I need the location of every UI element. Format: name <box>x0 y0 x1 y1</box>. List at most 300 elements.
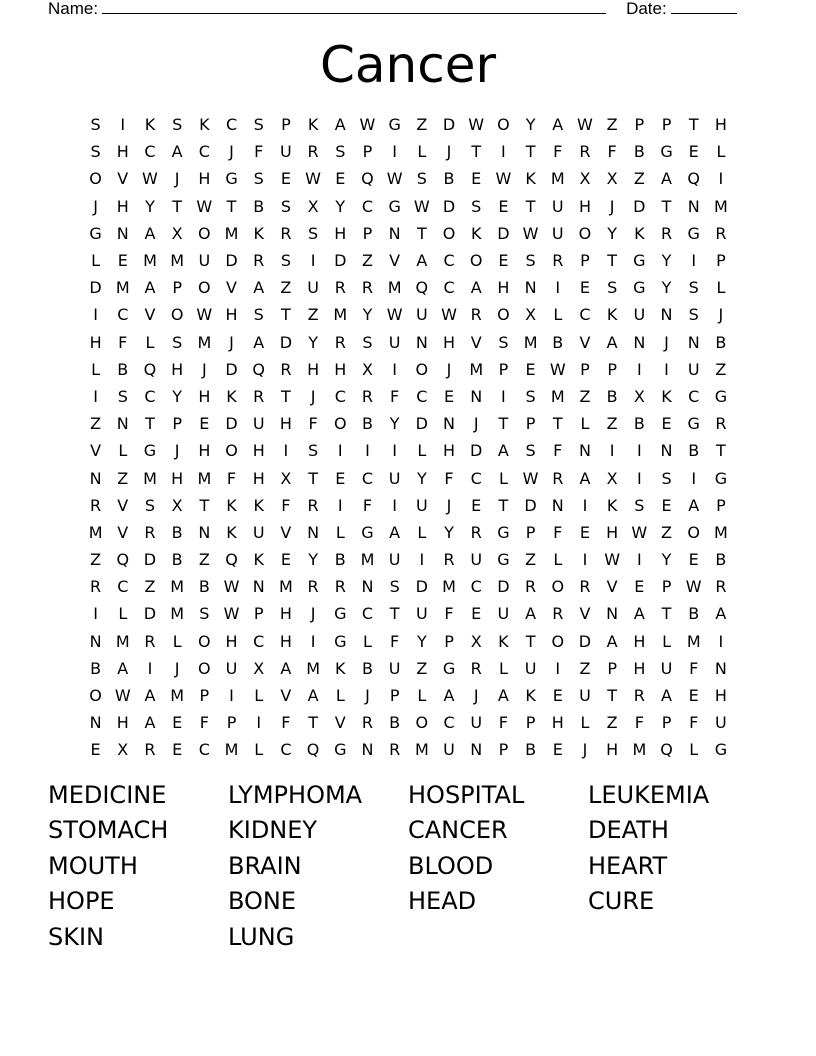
grid-letter: K <box>144 115 156 135</box>
grid-letter: G <box>497 550 510 570</box>
grid-letter: P <box>661 115 672 135</box>
grid-letter: M <box>224 740 239 760</box>
grid-letter: N <box>415 332 428 352</box>
grid-letter: C <box>280 740 292 760</box>
grid-letter: U <box>280 142 292 162</box>
grid-letter: S <box>498 332 509 352</box>
grid-letter: L <box>118 441 128 461</box>
grid-letter: F <box>254 142 264 162</box>
grid-letter: M <box>197 468 212 488</box>
grid-letter: I <box>283 441 289 461</box>
grid-letter: R <box>361 278 374 298</box>
grid-letter: N <box>470 386 483 406</box>
grid-letter: N <box>116 414 129 434</box>
grid-letter: S <box>688 278 699 298</box>
grid-letter: O <box>551 577 565 597</box>
grid-letter: Z <box>606 713 618 733</box>
grid-letter: O <box>442 223 456 243</box>
grid-letter: A <box>334 115 346 135</box>
grid-letter: M <box>550 386 565 406</box>
grid-letter: I <box>229 686 234 706</box>
grid-letter: M <box>115 278 130 298</box>
grid-letter: Z <box>307 305 319 325</box>
grid-letter: I <box>636 550 642 570</box>
grid-letter: I <box>555 658 561 678</box>
grid-letter: R <box>280 359 292 379</box>
grid-letter: R <box>334 332 346 352</box>
grid-letter: I <box>718 631 724 651</box>
grid-letter: U <box>443 740 455 760</box>
grid-letter: S <box>308 223 319 243</box>
grid-letter: B <box>389 713 401 733</box>
grid-letter: L <box>417 522 427 542</box>
grid-letter: A <box>470 278 482 298</box>
grid-letter: W <box>468 115 485 135</box>
grid-letter: R <box>253 251 265 271</box>
grid-letter: H <box>279 604 292 624</box>
grid-letter: X <box>470 631 482 651</box>
grid-letter: V <box>280 686 292 706</box>
grid-letter: Q <box>252 359 266 379</box>
grid-letter: K <box>253 223 264 243</box>
grid-letter: A <box>715 604 727 624</box>
grid-letter: D <box>225 414 238 434</box>
grid-letter: N <box>687 332 700 352</box>
grid-letter: J <box>229 332 234 352</box>
grid-letter: I <box>555 278 561 298</box>
grid-letter: D <box>442 115 456 135</box>
grid-letter: T <box>552 414 563 434</box>
word-list-item: CANCER <box>408 816 508 845</box>
grid-letter: Q <box>361 169 374 189</box>
grid-letter: R <box>579 142 591 162</box>
grid-letter: E <box>471 604 482 624</box>
grid-letter: H <box>252 441 265 461</box>
grid-letter: L <box>145 332 155 352</box>
grid-letter: S <box>172 332 183 352</box>
name-blank-line[interactable] <box>102 0 606 14</box>
grid-letter: U <box>252 414 265 434</box>
grid-letter: S <box>389 577 400 597</box>
grid-letter: I <box>337 441 343 461</box>
grid-letter: S <box>607 278 618 298</box>
grid-letter: Z <box>661 522 673 542</box>
grid-letter: L <box>335 522 345 542</box>
grid-letter: O <box>469 251 483 271</box>
grid-letter: N <box>89 631 102 651</box>
grid-letter: B <box>552 332 564 352</box>
grid-letter: C <box>443 278 455 298</box>
grid-letter: K <box>335 658 346 678</box>
grid-letter: T <box>661 604 672 624</box>
grid-letter: V <box>117 495 129 515</box>
grid-letter: P <box>716 251 726 271</box>
grid-letter: R <box>715 414 727 434</box>
grid-letter: C <box>579 305 591 325</box>
grid-letter: S <box>362 332 373 352</box>
grid-letter: V <box>470 332 482 352</box>
grid-letter: S <box>253 115 264 135</box>
grid-letter: I <box>93 305 98 325</box>
grid-letter: N <box>388 223 401 243</box>
grid-letter: W <box>441 305 457 325</box>
grid-letter: C <box>470 468 482 488</box>
grid-letter: G <box>334 631 347 651</box>
grid-letter: A <box>253 278 265 298</box>
grid-letter: H <box>633 658 646 678</box>
grid-letter: Q <box>306 740 320 760</box>
grid-letter: I <box>718 169 724 189</box>
grid-letter: G <box>334 604 347 624</box>
grid-letter: X <box>117 740 129 760</box>
grid-letter: Y <box>444 522 454 542</box>
grid-letter: G <box>687 414 700 434</box>
grid-letter: R <box>144 740 156 760</box>
grid-letter: I <box>582 550 588 570</box>
grid-letter: S <box>661 468 672 488</box>
grid-letter: S <box>416 169 427 189</box>
grid-letter: H <box>116 196 129 216</box>
grid-letter: E <box>552 740 563 760</box>
grid-letter: O <box>198 278 211 298</box>
word-list-item: STOMACH <box>48 816 169 845</box>
grid-letter: W <box>631 522 648 542</box>
grid-letter: X <box>253 658 265 678</box>
grid-letter: N <box>660 305 673 325</box>
grid-letter: P <box>199 686 210 706</box>
grid-letter: H <box>714 115 727 135</box>
grid-letter: E <box>688 686 699 706</box>
grid-letter: M <box>279 577 293 597</box>
grid-letter: B <box>361 414 373 434</box>
grid-letter: P <box>253 604 264 624</box>
grid-letter: R <box>552 468 564 488</box>
grid-letter: P <box>389 686 400 706</box>
grid-letter: K <box>307 115 319 135</box>
grid-letter: A <box>171 142 183 162</box>
grid-letter: L <box>662 631 671 651</box>
grid-letter: E <box>688 550 699 570</box>
grid-letter: I <box>256 713 262 733</box>
grid-letter: Z <box>90 414 102 434</box>
grid-letter: C <box>688 386 700 406</box>
word-list-item: MOUTH <box>48 851 138 880</box>
date-blank-line[interactable] <box>671 0 737 14</box>
grid-letter: T <box>498 495 509 515</box>
grid-letter: A <box>144 713 156 733</box>
grid-letter: F <box>444 604 454 624</box>
grid-letter: T <box>172 196 183 216</box>
grid-letter: R <box>715 223 727 243</box>
word-list-item: BONE <box>228 887 297 916</box>
grid-letter: A <box>552 115 564 135</box>
grid-letter: G <box>442 658 456 678</box>
grid-letter: H <box>198 169 211 189</box>
grid-letter: P <box>444 631 454 651</box>
grid-letter: C <box>443 713 455 733</box>
grid-letter: O <box>89 169 102 189</box>
grid-letter: A <box>144 223 156 243</box>
word-list-item: MEDICINE <box>48 780 167 809</box>
grid-letter: P <box>525 522 536 542</box>
grid-letter: U <box>497 604 510 624</box>
grid-letter: A <box>688 495 700 515</box>
grid-letter: W <box>223 604 240 624</box>
grid-letter: M <box>523 332 538 352</box>
grid-letter: L <box>417 441 427 461</box>
grid-letter: U <box>388 550 401 570</box>
grid-letter: N <box>687 196 700 216</box>
grid-letter: K <box>470 223 482 243</box>
grid-letter: W <box>305 169 321 189</box>
grid-letter: E <box>172 713 183 733</box>
grid-letter: K <box>253 495 264 515</box>
grid-letter: D <box>470 441 483 461</box>
grid-letter: J <box>582 740 588 760</box>
grid-letter: R <box>90 495 102 515</box>
grid-letter: P <box>525 713 536 733</box>
grid-letter: P <box>661 713 672 733</box>
grid-letter: H <box>334 223 347 243</box>
grid-letter: A <box>497 686 509 706</box>
grid-letter: M <box>88 522 103 542</box>
grid-letter: P <box>607 359 617 379</box>
grid-letter: E <box>172 740 183 760</box>
grid-letter: B <box>90 658 102 678</box>
grid-letter: W <box>359 115 376 135</box>
grid-letter: U <box>388 332 401 352</box>
grid-letter: Z <box>606 115 618 135</box>
grid-letter: C <box>253 631 265 651</box>
grid-letter: K <box>525 686 536 706</box>
grid-letter: O <box>551 631 565 651</box>
date-label: Date: <box>626 0 667 18</box>
grid-letter: Q <box>415 278 429 298</box>
grid-letter: O <box>198 631 211 651</box>
grid-letter: R <box>389 740 401 760</box>
grid-letter: X <box>606 468 618 488</box>
grid-letter: H <box>606 522 619 542</box>
grid-letter: W <box>142 169 158 189</box>
grid-letter: E <box>498 251 509 271</box>
grid-letter: T <box>525 631 536 651</box>
grid-letter: B <box>443 169 455 189</box>
grid-letter: Z <box>715 359 727 379</box>
grid-letter: R <box>525 577 537 597</box>
grid-letter: M <box>143 251 157 271</box>
grid-letter: K <box>498 631 509 651</box>
grid-letter: I <box>310 251 316 271</box>
grid-letter: N <box>361 577 374 597</box>
word-list-item: HEART <box>588 851 668 880</box>
grid-letter: I <box>392 441 398 461</box>
grid-letter: S <box>280 196 291 216</box>
grid-letter: S <box>172 115 183 135</box>
grid-letter: G <box>497 522 510 542</box>
grid-letter: U <box>198 251 211 271</box>
grid-letter: T <box>416 223 427 243</box>
grid-letter: F <box>281 713 291 733</box>
grid-letter: C <box>117 305 129 325</box>
grid-letter: Y <box>335 196 346 216</box>
grid-letter: M <box>333 305 348 325</box>
grid-letter: Z <box>633 169 645 189</box>
grid-letter: U <box>715 713 727 733</box>
grid-letter: Y <box>525 115 536 135</box>
grid-letter: H <box>225 631 238 651</box>
grid-letter: H <box>171 468 184 488</box>
grid-letter: E <box>552 686 563 706</box>
grid-letter: S <box>308 441 319 461</box>
grid-letter: B <box>633 414 645 434</box>
grid-letter: O <box>578 223 592 243</box>
grid-letter: S <box>253 169 264 189</box>
grid-letter: A <box>579 468 591 488</box>
grid-letter: W <box>413 196 430 216</box>
grid-letter: L <box>172 631 182 651</box>
grid-letter: J <box>446 359 452 379</box>
word-list-item: LEUKEMIA <box>588 780 710 809</box>
grid-letter: P <box>634 115 645 135</box>
grid-letter: I <box>337 495 343 515</box>
grid-letter: T <box>716 441 726 461</box>
grid-letter: U <box>415 495 428 515</box>
grid-letter: U <box>579 686 591 706</box>
grid-letter: G <box>714 740 728 760</box>
grid-letter: L <box>498 468 508 488</box>
grid-letter: A <box>525 604 537 624</box>
grid-letter: X <box>633 386 645 406</box>
grid-letter: N <box>551 495 564 515</box>
grid-letter: U <box>524 658 537 678</box>
grid-letter: I <box>392 359 398 379</box>
grid-letter: J <box>201 359 207 379</box>
grid-letter: Y <box>661 251 672 271</box>
grid-letter: E <box>688 142 699 162</box>
grid-letter: G <box>89 223 102 243</box>
grid-letter: N <box>714 658 727 678</box>
grid-letter: N <box>307 522 320 542</box>
grid-letter: R <box>715 577 727 597</box>
grid-letter: W <box>522 468 539 488</box>
grid-letter: D <box>225 251 238 271</box>
grid-letter: W <box>522 223 539 243</box>
grid-letter: P <box>362 142 373 162</box>
grid-letter: R <box>470 658 482 678</box>
grid-letter: Z <box>416 115 428 135</box>
grid-letter: Z <box>579 658 591 678</box>
grid-letter: J <box>310 604 316 624</box>
grid-letter: C <box>416 386 428 406</box>
grid-letter: R <box>361 713 374 733</box>
header-fields <box>48 0 768 20</box>
grid-letter: V <box>334 713 346 733</box>
grid-letter: J <box>446 142 452 162</box>
grid-letter: A <box>661 169 672 189</box>
grid-letter: F <box>553 142 563 162</box>
grid-letter: J <box>473 686 479 706</box>
grid-letter: F <box>226 468 237 488</box>
grid-letter: X <box>171 223 183 243</box>
grid-letter: F <box>689 713 699 733</box>
grid-letter: K <box>606 495 618 515</box>
grid-letter: F <box>689 658 699 678</box>
grid-letter: M <box>170 577 185 597</box>
grid-letter: I <box>310 631 316 651</box>
grid-letter: Y <box>145 196 155 216</box>
grid-letter: K <box>606 305 618 325</box>
grid-letter: S <box>253 305 264 325</box>
grid-letter: S <box>90 115 101 135</box>
grid-letter: U <box>388 658 401 678</box>
grid-letter: B <box>253 196 265 216</box>
grid-letter: G <box>388 115 401 135</box>
grid-letter: F <box>390 386 400 406</box>
grid-letter: S <box>335 142 346 162</box>
grid-letter: J <box>609 196 615 216</box>
grid-letter: N <box>578 441 591 461</box>
grid-letter: A <box>497 441 509 461</box>
grid-letter: G <box>714 468 728 488</box>
grid-letter: T <box>145 414 155 434</box>
grid-letter: O <box>198 223 211 243</box>
grid-letter: I <box>365 441 370 461</box>
grid-letter: Y <box>172 386 183 406</box>
grid-letter: U <box>633 305 646 325</box>
name-label: Name: <box>48 0 99 18</box>
grid-letter: K <box>199 115 210 135</box>
grid-letter: F <box>362 495 373 515</box>
word-list-item: SKIN <box>48 922 105 951</box>
grid-letter: M <box>306 658 320 678</box>
grid-letter: J <box>718 305 724 325</box>
grid-letter: I <box>392 495 398 515</box>
grid-letter: P <box>172 414 182 434</box>
word-list-item: LYMPHOMA <box>228 780 363 809</box>
grid-letter: Z <box>117 468 129 488</box>
grid-letter: C <box>361 196 374 216</box>
grid-letter: P <box>607 658 617 678</box>
grid-letter: F <box>390 631 400 651</box>
grid-letter: D <box>279 332 293 352</box>
grid-letter: H <box>252 468 265 488</box>
grid-letter: K <box>525 169 536 189</box>
grid-letter: O <box>415 713 429 733</box>
grid-letter: V <box>90 441 102 461</box>
word-list-item: LUNG <box>228 922 295 951</box>
grid-letter: L <box>91 251 101 271</box>
grid-letter: H <box>279 631 292 651</box>
grid-letter: J <box>446 495 452 515</box>
grid-letter: M <box>686 631 701 651</box>
grid-letter: A <box>661 686 672 706</box>
grid-letter: Z <box>525 550 537 570</box>
grid-letter: N <box>660 441 673 461</box>
grid-letter: H <box>171 359 184 379</box>
grid-letter: J <box>310 386 316 406</box>
grid-letter: I <box>636 441 642 461</box>
grid-letter: T <box>308 468 318 488</box>
grid-letter: E <box>525 359 536 379</box>
letter-grid <box>82 111 735 764</box>
grid-letter: K <box>226 386 237 406</box>
grid-letter: U <box>470 713 483 733</box>
grid-letter: T <box>688 115 699 135</box>
grid-letter: D <box>633 196 646 216</box>
grid-letter: N <box>361 740 374 760</box>
grid-letter: Z <box>606 414 618 434</box>
grid-letter: R <box>361 386 374 406</box>
